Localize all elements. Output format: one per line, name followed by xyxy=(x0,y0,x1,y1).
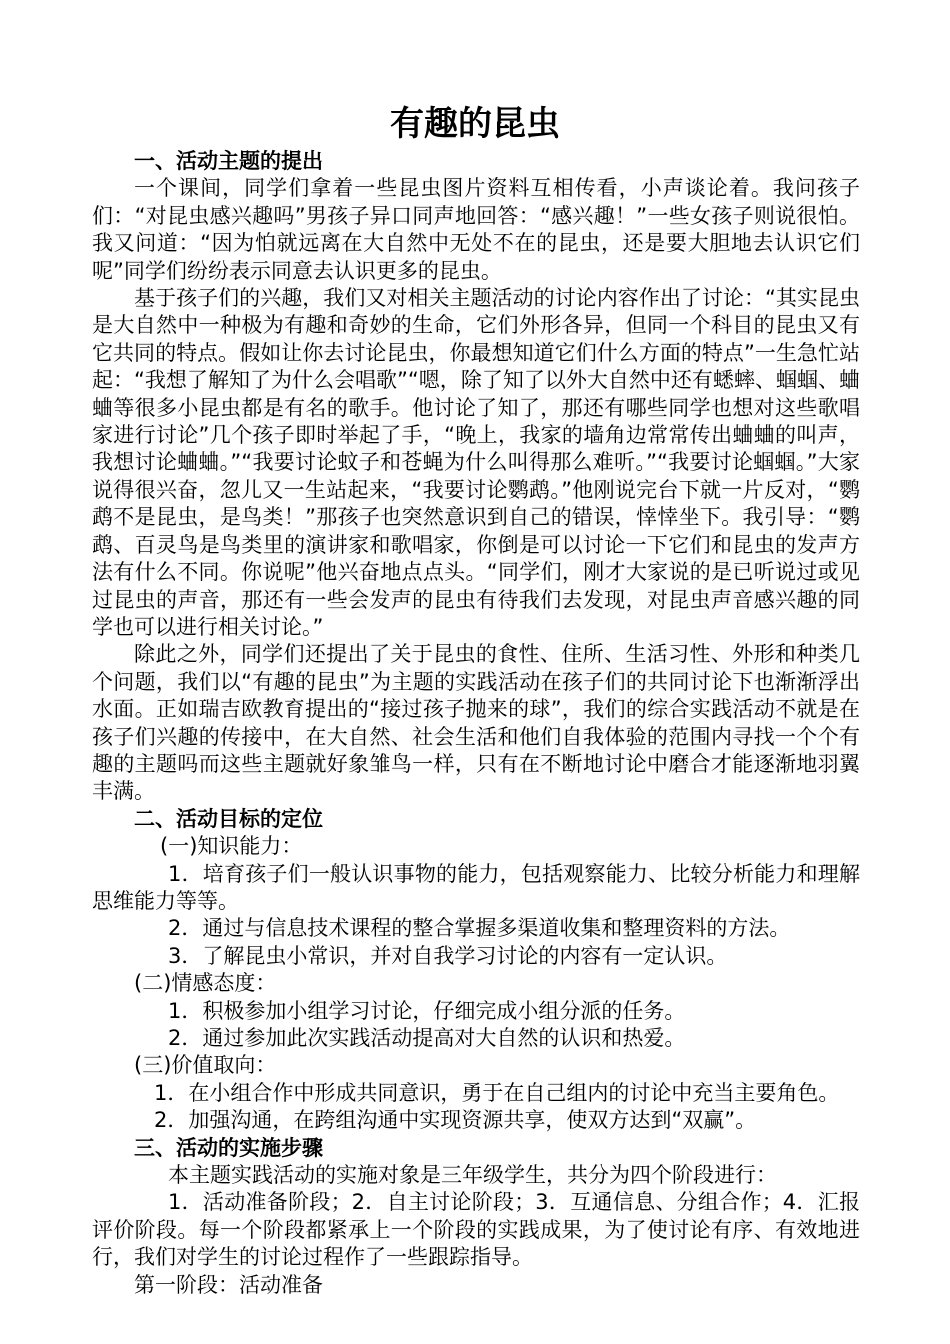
list-item: 1．在小组合作中形成共同意识，勇于在自己组内的讨论中充当主要角色。 xyxy=(154,1080,840,1105)
list-item: 2．通过参加此次实践活动提高对大自然的认识和热爱。 xyxy=(168,1026,686,1050)
list-item: 3．了解昆虫小常识，并对自我学习讨论的内容有一定认识。 xyxy=(168,943,728,968)
document-body xyxy=(92,148,860,1299)
list-item: 1．积极参加小组学习讨论，仔细完成小组分派的任务。 xyxy=(168,998,686,1023)
section-heading: 三、活动的实施步骤 xyxy=(134,1135,323,1160)
paragraph: 1．活动准备阶段；2．自主讨论阶段；3．互通信息、分组合作；4．汇报评价阶段。每一个阶段都紧承上一个阶段的实践成果，为了使讨论有序、有效地进行，我们对学生的讨论过程作了一些跟踪指导。 xyxy=(92,1190,860,1270)
paragraph: 本主题实践活动的实施对象是三年级学生，共分为四个阶段进行： xyxy=(168,1163,777,1188)
subsection-heading: (一)知识能力： xyxy=(160,834,303,859)
list-item: 2．加强沟通，在跨组沟通中实现资源共享，使双方达到“双赢”。 xyxy=(154,1108,757,1133)
document-title: 有趣的昆虫 xyxy=(390,104,560,144)
paragraph: 第一阶段：活动准备 xyxy=(134,1272,323,1297)
paragraph: 基于孩子们的兴趣，我们又对相关主题活动的讨论内容作出了讨论：“其实昆虫是大自然中一种极为有趣和奇妙的生命，它们外形各异，但同一个科目的昆虫又有它共同的特点。假如让你去讨论昆虫，你最想知道它们什么方面的特点”一生急忙站起：“我想了解知了为什么会唱歌”“嗯，除了知了以外大自然中还有蟋蟀、蝈蝈、蛐蛐等很多小昆虫都是有名的歌手。他讨论了知了，那还有哪些同学也想对这些歌唱家进行讨论”几个孩子即时举起了手，“晚上，我家的墙角边常常传出蛐蛐的叫声，我想讨论蛐蛐。”“我要讨论蚊子和苍蝇为什么叫得那么难听。”“我要讨论蝈蝈。”大家说得很兴奋，忽儿又一生站起来，“我要讨论鹦鹉。”他刚说完台下就一片反对，“鹦鹉不是昆虫，是鸟类！”那孩子也突然意识到自己的错误，悻悻坐下。我引导：“鹦鹉、百灵鸟是鸟类里的演讲家和歌唱家，你倒是可以讨论一下它们和昆虫的发声方法有什么不同。你说呢”他兴奋地点点头。“同学们，刚才大家说的是已听说过或见过昆虫的声音，那还有一些会发声的昆虫有待我们去发现，对昆虫声音感兴趣的同学也可以进行相关讨论。” xyxy=(92,286,860,639)
list-item: 2．通过与信息技术课程的整合掌握多渠道收集和整理资料的方法。 xyxy=(168,916,791,941)
list-item: 1．培育孩子们一般认识事物的能力，包括观察能力、比较分析能力和理解思维能力等等。 xyxy=(92,861,860,913)
paragraph: 一个课间，同学们拿着一些昆虫图片资料互相传看，小声谈论着。我问孩子们：“对昆虫感兴趣吗”男孩子异口同声地回答：“感兴趣！”一些女孩子则说很怕。我又问道：“因为怕就远离在大自然中无处不在的昆虫，还是要大胆地去认识它们呢”同学们纷纷表示同意去认识更多的昆虫。 xyxy=(92,176,860,283)
section-heading: 二、活动目标的定位 xyxy=(134,806,323,831)
paragraph: 除此之外，同学们还提出了关于昆虫的食性、住所、生活习性、外形和种类几个问题，我们以“有趣的昆虫”为主题的实践活动在孩子们的共同讨论下也渐渐浮出水面。正如瑞吉欧教育提出的“接过孩子抛来的球”，我们的综合实践活动不就是在孩子们兴趣的传接中，在大自然、社会生活和他们自我体验的范围内寻找一个个有趣的主题吗而这些主题就好象雏鸟一样，只有在不断地讨论中磨合才能逐渐地羽翼丰满。 xyxy=(92,642,860,804)
subsection-heading: (三)价值取向： xyxy=(134,1053,277,1078)
subsection-heading: (二)情感态度： xyxy=(134,971,277,996)
section-heading: 一、活动主题的提出 xyxy=(134,149,323,173)
